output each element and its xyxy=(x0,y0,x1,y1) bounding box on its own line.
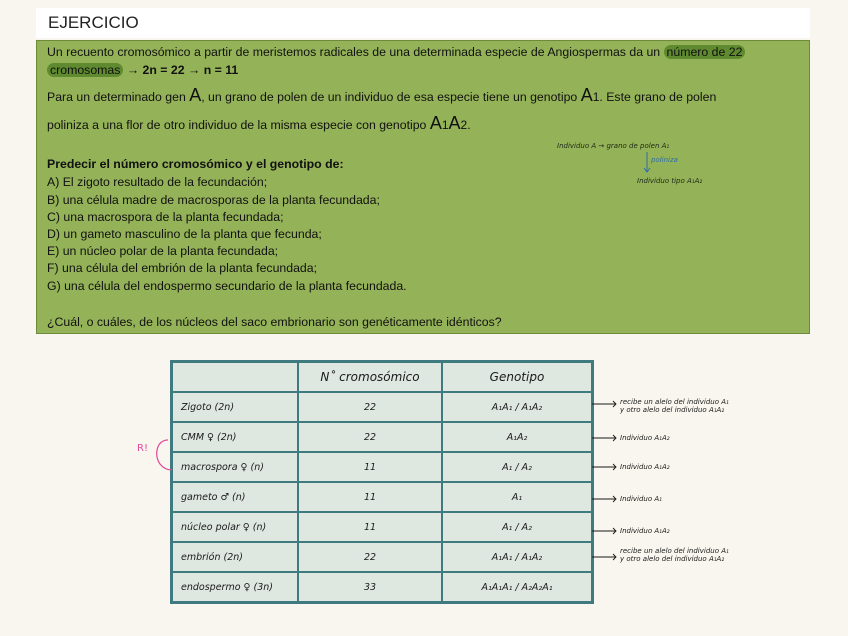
answer-table xyxy=(170,360,594,604)
highlight-text: cromosomas xyxy=(47,63,123,77)
side-note-text: recibe un alelo del individuo A₁ y otro alelo del individuo A₁A₂ xyxy=(620,547,729,563)
genotype-symbol: A xyxy=(448,113,461,133)
handwritten-note: Individuo tipo A₁A₂ xyxy=(637,177,703,185)
handwritten-note-poliniza: poliniza xyxy=(651,156,678,164)
table-cell-num: 11 xyxy=(298,482,442,512)
problem-text: , un grano de polen de un individuo de esa especie tiene un genotipo xyxy=(201,90,578,104)
table-row-label: CMM ♀ (2n) xyxy=(172,422,298,452)
table-header-empty xyxy=(172,362,298,392)
table-cell-geno: A₁A₁ / A₁A₂ xyxy=(442,392,592,422)
table-cell-geno: A₁A₂ xyxy=(442,422,592,452)
table-row-label: núcleo polar ♀ (n) xyxy=(172,512,298,542)
side-note-text: recibe un alelo del individuo A₁ y otro alelo del individuo A₁A₂ xyxy=(620,398,729,414)
table-row-label: gameto ♂ (n) xyxy=(172,482,298,512)
table-header: N˚ cromosómico xyxy=(298,362,442,392)
side-note-zigoto xyxy=(620,398,729,414)
table-cell-geno: A₁ / A₂ xyxy=(442,512,592,542)
problem-text: . xyxy=(467,118,471,132)
table-row-label: embrión (2n) xyxy=(172,542,298,572)
problem-line-4 xyxy=(47,113,471,134)
genotype-sub: 2 xyxy=(460,118,468,132)
table-cell-geno: A₁ xyxy=(442,482,592,512)
arrow-down-icon xyxy=(642,151,652,175)
problem-line-2 xyxy=(47,63,238,77)
margin-mark: R! xyxy=(137,443,148,454)
side-note-nucleo: Individuo A₁A₂ xyxy=(620,527,670,535)
question-item-f: F) una célula del embrión de la planta fecundada; xyxy=(47,261,318,275)
genotype-sub: 1 xyxy=(441,118,449,132)
question-item-c: C) una macrospora de la planta fecundada; xyxy=(47,210,284,224)
handwritten-note: Individuo A → grano de polen A₁ xyxy=(557,142,670,150)
table-cell-geno: A₁A₁A₁ / A₂A₂A₁ xyxy=(442,572,592,602)
side-note-gameto: Individuo A₁ xyxy=(620,495,662,503)
side-note-macrospora: Individuo A₁A₂ xyxy=(620,463,670,471)
chromosome-formula: → 2n = 22 → n = 11 xyxy=(126,63,239,77)
genotype-sub: 1 xyxy=(592,90,600,104)
problem-text: Un recuento cromosómico a partir de meristemos radicales de una determinada especie de Angiospermas da un xyxy=(47,45,661,59)
table-row-label: endospermo ♀ (3n) xyxy=(172,572,298,602)
side-note-cmm: Individuo A₁A₂ xyxy=(620,434,670,442)
bracket-mark xyxy=(150,436,174,476)
table-cell-num: 11 xyxy=(298,452,442,482)
problem-text: poliniza a una flor de otro individuo de la misma especie con genotipo xyxy=(47,118,427,132)
genotype-symbol: A xyxy=(580,85,593,105)
note-arrows xyxy=(590,360,620,580)
final-question: ¿Cuál, o cuáles, de los núcleos del saco embrionario son genéticamente idénticos? xyxy=(47,315,502,329)
question-item-d: D) un gameto masculino de la planta que fecunda; xyxy=(47,227,322,241)
table-row-label: Zigoto (2n) xyxy=(172,392,298,422)
genotype-symbol: A xyxy=(429,113,442,133)
table-cell-geno: A₁A₁ / A₁A₂ xyxy=(442,542,592,572)
table-cell-num: 22 xyxy=(298,422,442,452)
question-item-b: B) una célula madre de macrosporas de la planta fecundada; xyxy=(47,193,380,207)
side-note-embrion xyxy=(620,547,729,563)
table-cell-num: 22 xyxy=(298,542,442,572)
gene-symbol: A xyxy=(189,85,202,105)
page-title: EJERCICIO xyxy=(48,13,139,32)
question-item-e: E) un núcleo polar de la planta fecundada; xyxy=(47,244,279,258)
question-item-a: A) El zigoto resultado de la fecundación; xyxy=(47,175,268,189)
problem-line-1 xyxy=(47,45,745,59)
problem-line-3 xyxy=(47,85,716,106)
problem-text: Para un determinado gen xyxy=(47,90,186,104)
table-cell-num: 22 xyxy=(298,392,442,422)
title-band xyxy=(36,8,810,38)
table-row-label: macrospora ♀ (n) xyxy=(172,452,298,482)
table-header: Genotipo xyxy=(442,362,592,392)
table-cell-num: 33 xyxy=(298,572,442,602)
problem-text: . Este grano de polen xyxy=(599,90,717,104)
question-heading: Predecir el número cromosómico y el genotipo de: xyxy=(47,157,344,171)
table-cell-num: 11 xyxy=(298,512,442,542)
table-cell-geno: A₁ / A₂ xyxy=(442,452,592,482)
highlight-text: número de 22 xyxy=(664,45,746,59)
question-item-g: G) una célula del endospermo secundario de la planta fecundada. xyxy=(47,279,407,293)
problem-box xyxy=(36,40,810,334)
